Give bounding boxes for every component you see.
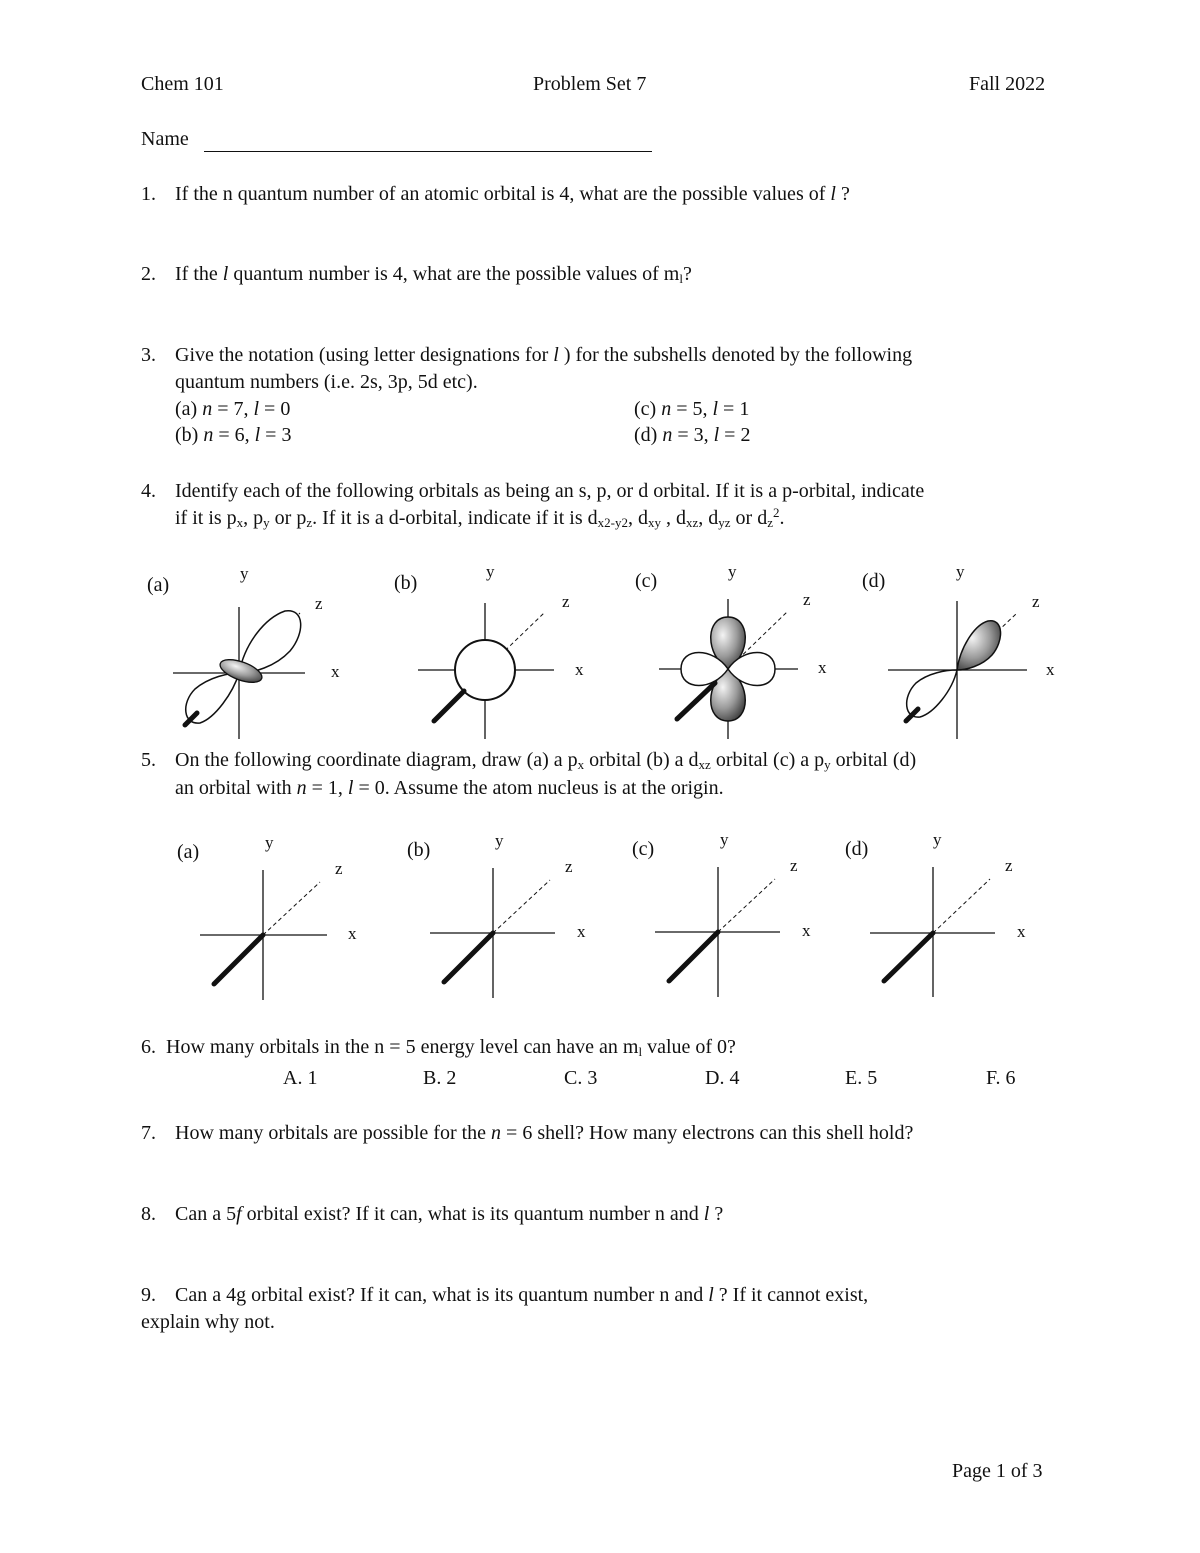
y-axis-label: y <box>933 830 942 849</box>
x-axis-label: x <box>348 924 357 943</box>
question-1-number: 1. <box>141 183 156 205</box>
drawing-axes-d[interactable] <box>845 829 1055 999</box>
question-3-part-b: (b) n = 6, l = 3 <box>175 424 292 446</box>
x-axis-label: x <box>577 922 586 941</box>
question-3-line-2: quantum numbers (i.e. 2s, 3p, 5d etc). <box>175 371 478 393</box>
question-3-part-d: (d) n = 3, l = 2 <box>634 424 751 446</box>
x-axis-label: x <box>802 921 811 940</box>
question-7-text: How many orbitals are possible for the n = 6 shell? How many electrons can this shell hold? <box>175 1122 914 1144</box>
coordinate-axes <box>175 832 385 1002</box>
orbital-diagram-c <box>633 563 853 743</box>
orbital-diagram-a <box>145 563 365 743</box>
page-title: Problem Set 7 <box>533 73 647 95</box>
question-3-part-a: (a) n = 7, l = 0 <box>175 398 291 420</box>
orbital-shape-dz2 <box>145 563 365 743</box>
y-axis-label: y <box>240 564 249 583</box>
z-axis-label: z <box>565 857 573 876</box>
diagram-label: (a) <box>147 574 170 596</box>
term-label: Fall 2022 <box>969 73 1046 95</box>
choice-e[interactable]: E. 5 <box>845 1067 878 1089</box>
y-axis-label: y <box>486 562 495 581</box>
y-axis-label: y <box>495 831 504 850</box>
question-8-text: Can a 5f orbital exist? If it can, what is its quantum number n and l ? <box>175 1203 724 1225</box>
diagram-label: (b) <box>394 572 418 594</box>
x-axis-label: x <box>331 662 340 681</box>
question-2-text: If the l quantum number is 4, what are the possible values of $m_l$? <box>175 263 692 286</box>
z-axis-label: z <box>1005 856 1013 875</box>
choice-a[interactable]: A. 1 <box>283 1067 318 1089</box>
z-axis-label: z <box>315 594 323 613</box>
drawing-axes-c[interactable] <box>630 829 840 999</box>
question-3-number: 3. <box>141 344 156 366</box>
coordinate-axes <box>845 829 1055 999</box>
coordinate-axes <box>405 830 615 1000</box>
orbital-shape-s <box>392 563 612 743</box>
name-blank-line[interactable] <box>204 151 652 152</box>
z-axis-label: z <box>562 592 570 611</box>
question-9-line-2: explain why not. <box>141 1311 275 1333</box>
diagram-label: (a) <box>177 841 200 863</box>
question-4-line-2: if it is $p_x$, $p_y$ or $p_z$. If it is a d-orbital, indicate if it is $d_{x2-y2}$, $d_{xy}$ , $d_{xz}$, $d_{yz}$ or $d_z^2$. <box>175 505 785 530</box>
drawing-axes-b[interactable] <box>405 830 615 1000</box>
orbital-diagram-d <box>862 563 1082 743</box>
orbital-diagram-b <box>392 563 612 743</box>
course-label: Chem 101 <box>141 73 224 95</box>
question-9-text: Can a 4g orbital exist? If it can, what is its quantum number n and l ? If it cannot exist, <box>175 1284 869 1306</box>
y-axis-label: y <box>956 562 965 581</box>
question-4-number: 4. <box>141 480 156 502</box>
question-5-number: 5. <box>141 749 156 771</box>
question-5-line-2: an orbital with n = 1, l = 0. Assume the atom nucleus is at the origin. <box>175 777 724 799</box>
page-number: Page 1 of 3 <box>952 1460 1043 1482</box>
diagram-label: (b) <box>407 839 431 861</box>
question-9-number: 9. <box>141 1284 156 1306</box>
question-3-part-c: (c) n = 5, l = 1 <box>634 398 750 420</box>
diagram-label: (c) <box>632 838 655 860</box>
y-axis-label: y <box>265 833 274 852</box>
diagram-label: (d) <box>862 570 886 592</box>
question-5-line-1: On the following coordinate diagram, draw (a) a $p_x$ orbital (b) a $d_{xz}$ orbital (c) a $p_y$ orbital (d) <box>175 749 917 772</box>
diagram-label: (d) <box>845 838 869 860</box>
name-label: Name <box>141 128 189 150</box>
choice-d[interactable]: D. 4 <box>705 1067 740 1089</box>
y-axis-label: y <box>728 562 737 581</box>
coordinate-axes <box>630 829 840 999</box>
question-8-number: 8. <box>141 1203 156 1225</box>
x-axis-label: x <box>1046 660 1055 679</box>
x-axis-label: x <box>575 660 584 679</box>
choice-c[interactable]: C. 3 <box>564 1067 598 1089</box>
choice-b[interactable]: B. 2 <box>423 1067 457 1089</box>
z-axis-label: z <box>335 859 343 878</box>
z-axis-label: z <box>1032 592 1040 611</box>
x-axis-label: x <box>818 658 827 677</box>
question-6-text: 6. How many orbitals in the n = 5 energy level can have an $m_l$ value of 0? <box>141 1036 736 1059</box>
z-axis-label: z <box>790 856 798 875</box>
question-3-line-1: Give the notation (using letter designations for l ) for the subshells denoted by the following <box>175 344 913 366</box>
x-axis-label: x <box>1017 922 1026 941</box>
orbital-shape-pz <box>862 563 1082 743</box>
question-1-text: If the n quantum number of an atomic orbital is 4, what are the possible values of l ? <box>175 183 850 205</box>
choice-f[interactable]: F. 6 <box>986 1067 1016 1089</box>
drawing-axes-a[interactable] <box>175 832 385 1002</box>
question-4-line-1: Identify each of the following orbitals as being an s, p, or d orbital. If it is a p-orbital, indicate <box>175 480 925 502</box>
question-7-number: 7. <box>141 1122 156 1144</box>
question-2-number: 2. <box>141 263 156 285</box>
diagram-label: (c) <box>635 570 658 592</box>
z-axis-label: z <box>803 590 811 609</box>
y-axis-label: y <box>720 830 729 849</box>
orbital-shape-d <box>633 563 853 743</box>
